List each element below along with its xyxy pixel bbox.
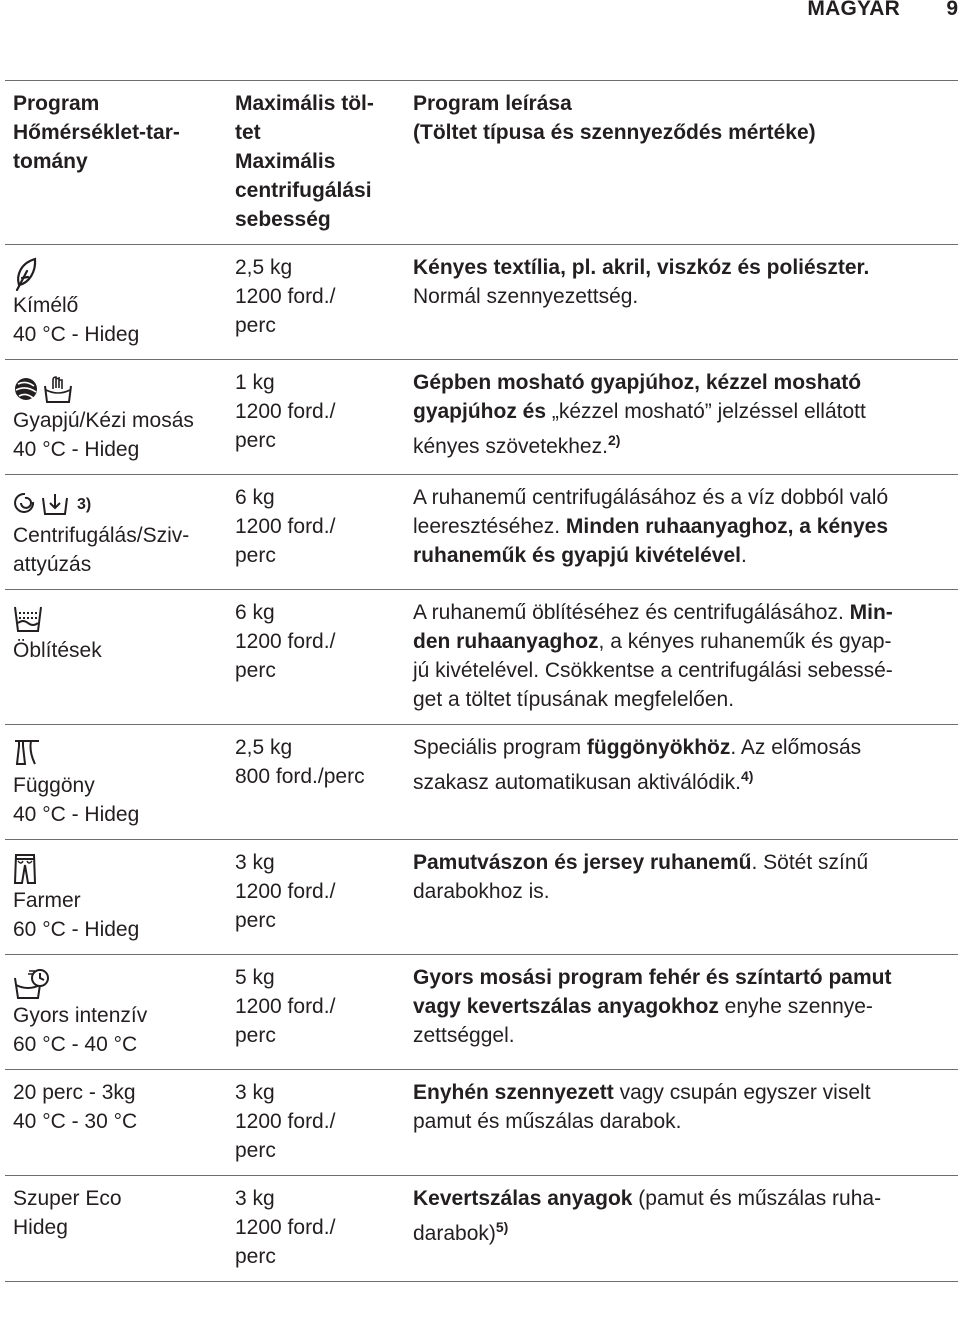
load-spin-text: perc bbox=[235, 659, 276, 682]
description-text: . bbox=[740, 544, 747, 567]
description-cell bbox=[401, 590, 958, 725]
load-spin-cell bbox=[227, 245, 401, 360]
load-spin-text: 1200 ford./ bbox=[235, 995, 336, 1018]
description-line bbox=[413, 368, 950, 397]
description-line bbox=[413, 762, 950, 797]
curtain-icon bbox=[13, 738, 41, 770]
header-text: Program leírása bbox=[413, 92, 572, 115]
description-line bbox=[413, 1021, 950, 1050]
header-text: tomány bbox=[13, 150, 88, 173]
description-line bbox=[413, 397, 950, 426]
header-text: Maximális töl- bbox=[235, 92, 374, 115]
description-text: jú kivételével. Csökkentse a centrifugálási sebessé- bbox=[413, 659, 893, 682]
description-line bbox=[413, 512, 950, 541]
description-cell bbox=[401, 1176, 958, 1282]
program-row bbox=[5, 725, 958, 840]
temperature-range: 60 °C - Hideg bbox=[13, 918, 140, 941]
load-spin-text: 6 kg bbox=[235, 601, 275, 624]
load-spin-text: perc bbox=[235, 1245, 276, 1268]
header-text: sebesség bbox=[235, 208, 331, 231]
description-cell bbox=[401, 840, 958, 955]
load-spin-cell bbox=[227, 590, 401, 725]
description-line bbox=[413, 541, 950, 570]
program-icons bbox=[13, 602, 219, 636]
description-text: leeresztéséhez. bbox=[413, 515, 566, 538]
temperature-range: 40 °C - Hideg bbox=[13, 438, 140, 461]
load-spin-cell bbox=[227, 955, 401, 1070]
description-text: Kevertszálas anyagok bbox=[413, 1187, 633, 1210]
program-name: Kímélő bbox=[13, 294, 79, 317]
load-spin-text: 1200 ford./ bbox=[235, 630, 336, 653]
spin-drain-icon bbox=[13, 490, 71, 518]
load-spin-text: perc bbox=[235, 429, 276, 452]
description-text: Minden ruhaanyaghoz, a kényes bbox=[565, 515, 889, 538]
program-icons bbox=[13, 487, 219, 521]
description-line bbox=[413, 1107, 950, 1136]
program-icons bbox=[13, 257, 219, 291]
program-name: Gyors intenzív bbox=[13, 1004, 148, 1027]
description-line bbox=[413, 963, 950, 992]
load-spin-text: 3 kg bbox=[235, 1187, 275, 1210]
description-cell bbox=[401, 360, 958, 475]
program-name: Szuper Eco bbox=[13, 1187, 122, 1210]
footnote-ref: 3) bbox=[77, 495, 92, 513]
header-language: MAGYAR bbox=[807, 0, 900, 20]
description-text: A ruhanemű öblítéséhez és centrifugálásához. bbox=[413, 601, 850, 624]
description-line bbox=[413, 848, 950, 877]
load-spin-cell bbox=[227, 360, 401, 475]
program-icons bbox=[13, 967, 219, 1001]
description-text: kényes szövetekhez. bbox=[413, 435, 608, 458]
description-text: Gépben mosható gyapjúhoz, kézzel mosható bbox=[413, 371, 862, 394]
footnote-ref: 5) bbox=[495, 1219, 509, 1235]
description-text: Enyhén szennyezett bbox=[413, 1081, 614, 1104]
description-text: Kényes textília, pl. akril, viszkóz és poliészter. bbox=[413, 256, 870, 279]
temperature-range: 40 °C - Hideg bbox=[13, 323, 140, 346]
program-cell bbox=[5, 725, 227, 840]
program-name: Centrifugálás/Sziv- bbox=[13, 524, 190, 547]
program-icons bbox=[13, 372, 219, 406]
description-text: vagy kevertszálas anyagokhoz bbox=[413, 995, 719, 1018]
load-spin-text: 3 kg bbox=[235, 851, 275, 874]
description-text: darabokhoz is. bbox=[413, 880, 550, 903]
program-cell bbox=[5, 475, 227, 590]
header-text: Hőmérséklet-tar- bbox=[13, 121, 180, 144]
program-name: Gyapjú/Kézi mosás bbox=[13, 409, 194, 432]
load-spin-cell bbox=[227, 725, 401, 840]
description-line bbox=[413, 426, 950, 461]
load-spin-cell bbox=[227, 1176, 401, 1282]
header-program-temp bbox=[5, 81, 227, 245]
load-spin-text: perc bbox=[235, 909, 276, 932]
program-name: 20 perc - 3kg bbox=[13, 1081, 136, 1104]
load-spin-text: 800 ford./perc bbox=[235, 765, 365, 788]
description-text: pamut és műszálas darabok. bbox=[413, 1110, 682, 1133]
description-line bbox=[413, 992, 950, 1021]
program-row bbox=[5, 590, 958, 725]
description-line bbox=[413, 656, 950, 685]
header-text: Maximális bbox=[235, 150, 336, 173]
description-text: szakasz automatikusan aktiválódik. bbox=[413, 771, 741, 794]
program-row bbox=[5, 360, 958, 475]
description-line bbox=[413, 1078, 950, 1107]
program-name: attyúzás bbox=[13, 553, 92, 576]
program-row bbox=[5, 955, 958, 1070]
load-spin-text: 1200 ford./ bbox=[235, 285, 336, 308]
program-cell bbox=[5, 590, 227, 725]
program-row bbox=[5, 475, 958, 590]
description-text: Speciális program bbox=[413, 736, 587, 759]
description-line bbox=[413, 1184, 950, 1213]
description-line bbox=[413, 733, 950, 762]
program-cell bbox=[5, 955, 227, 1070]
page-number: 9 bbox=[946, 0, 958, 20]
description-text: enyhe szennye- bbox=[718, 995, 873, 1018]
load-spin-text: 1 kg bbox=[235, 371, 275, 394]
description-line bbox=[413, 627, 950, 656]
load-spin-text: perc bbox=[235, 1139, 276, 1162]
jeans-icon bbox=[13, 853, 37, 885]
header-text: centrifugálási bbox=[235, 179, 372, 202]
description-text: Pamutvászon és jersey ruhanemű bbox=[413, 851, 752, 874]
description-line bbox=[413, 598, 950, 627]
description-text: Min- bbox=[849, 601, 893, 624]
description-line bbox=[413, 1213, 950, 1248]
description-line bbox=[413, 877, 950, 906]
description-text: zettséggel. bbox=[413, 1024, 515, 1047]
description-line bbox=[413, 483, 950, 512]
description-text: A ruhanemű centrifugálásához és a víz dobból való bbox=[413, 486, 889, 509]
quick-wash-icon bbox=[13, 968, 51, 1000]
description-text: vagy csupán egyszer viselt bbox=[613, 1081, 871, 1104]
description-text: den ruhaanyaghoz bbox=[413, 630, 599, 653]
description-cell bbox=[401, 725, 958, 840]
feather-icon bbox=[13, 257, 39, 291]
header-text: tet bbox=[235, 121, 261, 144]
load-spin-text: 1200 ford./ bbox=[235, 1110, 336, 1133]
temperature-range: 60 °C - 40 °C bbox=[13, 1033, 138, 1056]
load-spin-cell bbox=[227, 1070, 401, 1176]
description-text: get a töltet típusának megfelelően. bbox=[413, 688, 735, 711]
temperature-range: Hideg bbox=[13, 1216, 68, 1239]
program-table bbox=[5, 80, 958, 1282]
load-spin-text: perc bbox=[235, 1024, 276, 1047]
load-spin-text: 1200 ford./ bbox=[235, 1216, 336, 1239]
program-cell bbox=[5, 245, 227, 360]
description-text: gyapjúhoz és bbox=[413, 400, 552, 423]
load-spin-text: perc bbox=[235, 314, 276, 337]
program-icons bbox=[13, 737, 219, 771]
temperature-range: 40 °C - 30 °C bbox=[13, 1110, 138, 1133]
program-row bbox=[5, 1176, 958, 1282]
program-row bbox=[5, 840, 958, 955]
program-name: Öblítések bbox=[13, 639, 102, 662]
program-row bbox=[5, 245, 958, 360]
load-spin-text: 2,5 kg bbox=[235, 736, 293, 759]
description-cell bbox=[401, 955, 958, 1070]
rinse-icon bbox=[13, 605, 43, 633]
description-text: Normál szennyezettség. bbox=[413, 285, 639, 308]
description-cell bbox=[401, 475, 958, 590]
description-text: ruhaneműk és gyapjú kivételével bbox=[413, 544, 741, 567]
description-line bbox=[413, 282, 950, 311]
description-cell bbox=[401, 1070, 958, 1176]
program-name: Függöny bbox=[13, 774, 95, 797]
program-cell bbox=[5, 360, 227, 475]
program-icons bbox=[13, 852, 219, 886]
description-cell bbox=[401, 245, 958, 360]
description-text: függönyökhöz bbox=[586, 736, 731, 759]
program-row bbox=[5, 1070, 958, 1176]
load-spin-text: 2,5 kg bbox=[235, 256, 293, 279]
description-text: „kézzel mosható” jelzéssel ellátott bbox=[551, 400, 866, 423]
header-text: (Töltet típusa és szennyeződés mértéke) bbox=[413, 121, 816, 144]
header-description bbox=[401, 81, 958, 245]
footnote-ref: 4) bbox=[741, 768, 754, 784]
program-name: Farmer bbox=[13, 889, 81, 912]
load-spin-text: 1200 ford./ bbox=[235, 400, 336, 423]
load-spin-text: 1200 ford./ bbox=[235, 515, 336, 538]
description-text: (pamut és műszálas ruha- bbox=[632, 1187, 882, 1210]
description-text: darabok) bbox=[413, 1222, 496, 1245]
load-spin-text: 3 kg bbox=[235, 1081, 275, 1104]
description-text: , a kényes ruhaneműk és gyap- bbox=[598, 630, 892, 653]
description-text: . Sötét színű bbox=[751, 851, 869, 874]
load-spin-text: perc bbox=[235, 544, 276, 567]
footnote-ref: 2) bbox=[607, 432, 621, 448]
temperature-range: 40 °C - Hideg bbox=[13, 803, 140, 826]
load-spin-cell bbox=[227, 475, 401, 590]
header-max-load-spin bbox=[227, 81, 401, 245]
wool-handwash-icon bbox=[13, 374, 77, 404]
load-spin-cell bbox=[227, 840, 401, 955]
description-line bbox=[413, 685, 950, 714]
load-spin-text: 1200 ford./ bbox=[235, 880, 336, 903]
description-text: Gyors mosási program fehér és színtartó pamut bbox=[413, 966, 892, 989]
load-spin-text: 6 kg bbox=[235, 486, 275, 509]
page-header bbox=[0, 0, 960, 22]
program-cell bbox=[5, 1070, 227, 1176]
load-spin-text: 5 kg bbox=[235, 966, 275, 989]
program-cell bbox=[5, 840, 227, 955]
table-header-row bbox=[5, 81, 958, 245]
description-text: . Az előmosás bbox=[730, 736, 862, 759]
program-cell bbox=[5, 1176, 227, 1282]
description-line bbox=[413, 253, 950, 282]
header-text: Program bbox=[13, 92, 100, 115]
